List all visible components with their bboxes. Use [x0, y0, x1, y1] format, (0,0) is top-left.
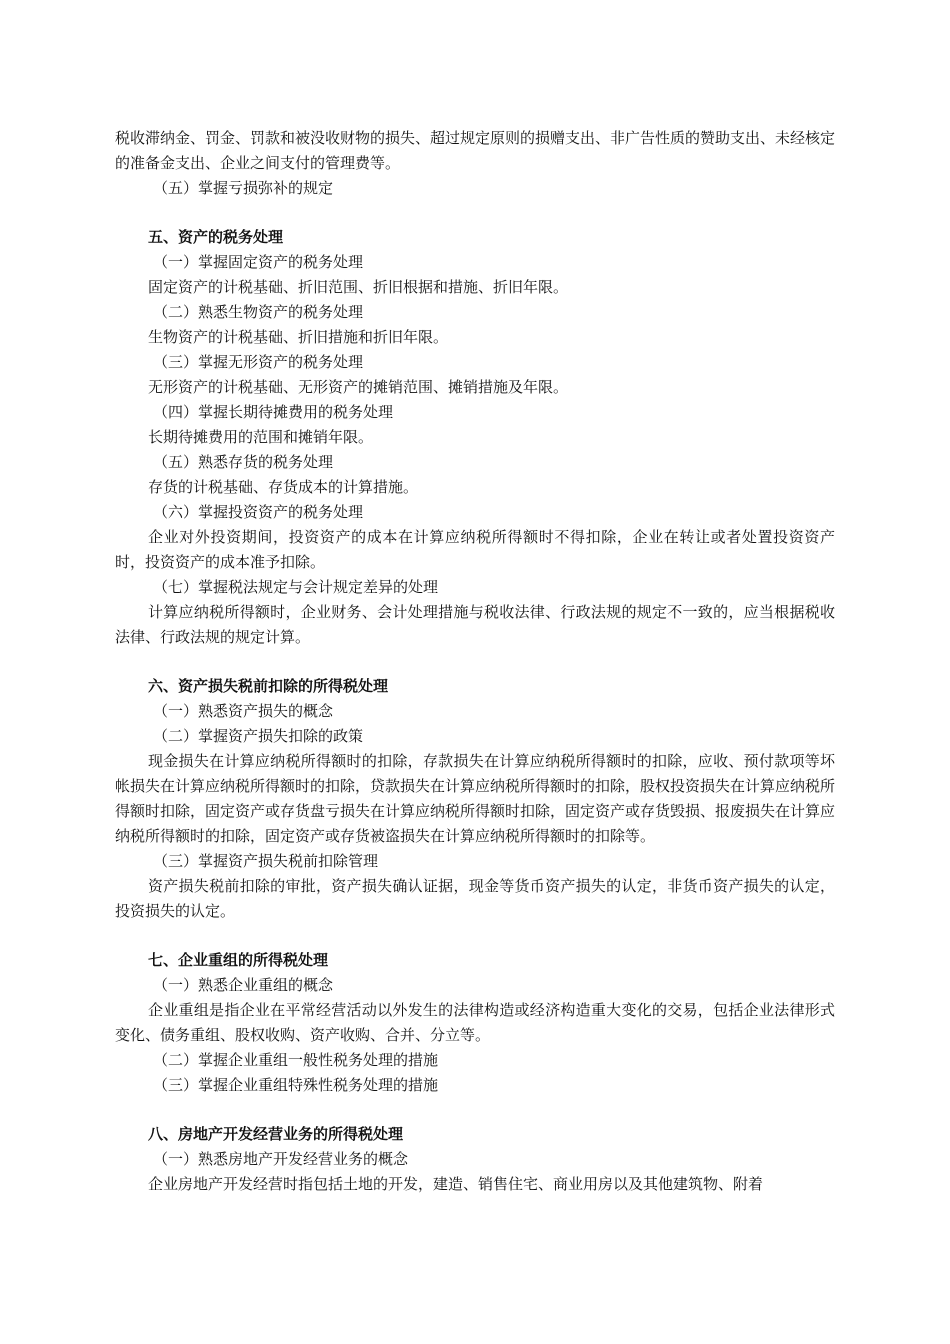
- section-8-heading: 八、房地产开发经营业务的所得税处理: [148, 1125, 404, 1143]
- section-5-text-2: 生物资产的计税基础、折旧措施和折旧年限。: [148, 328, 449, 346]
- section-6-item-2: （二）掌握资产损失扣除的政策: [153, 727, 364, 745]
- section-5-text-7: 计算应纳税所得额时，企业财务、会计处理措施与税收法律、行政法规的规定不一致的，应当根据税收法律、行政法规的规定计算。: [115, 603, 835, 646]
- section-8-item-1: （一）熟悉房地产开发经营业务的概念: [153, 1150, 409, 1168]
- section-5-item-4: （四）掌握长期待摊费用的税务处理: [153, 403, 394, 421]
- section-5-text-5: 存货的计税基础、存货成本的计算措施。: [148, 478, 419, 496]
- section-7-item-2: （二）掌握企业重组一般性税务处理的措施: [153, 1051, 439, 1069]
- section-6-text-2: 现金损失在计算应纳税所得额时的扣除，存款损失在计算应纳税所得额时的扣除，应收、预付款项等坏帐损失在计算应纳税所得额时的扣除，贷款损失在计算应纳税所得额时的扣除，股权投资损失在计算应纳税所得额时扣除，固定资产或存货盘亏损失在计算应纳税所得额时扣除，固定资产或存货毁损、报废损失在计算应纳税所得额时的扣除，固定资产或存货被盗损失在计算应纳税所得额时的扣除等。: [115, 752, 836, 845]
- intro-item-5: （五）掌握亏损弥补的规定: [153, 179, 334, 197]
- section-6-item-1: （一）熟悉资产损失的概念: [153, 702, 334, 720]
- section-5-item-3: （三）掌握无形资产的税务处理: [153, 353, 364, 371]
- section-5-item-1: （一）掌握固定资产的税务处理: [153, 253, 364, 271]
- section-5-text-4: 长期待摊费用的范围和摊销年限。: [148, 428, 374, 446]
- section-7-heading: 七、企业重组的所得税处理: [148, 951, 329, 969]
- section-6-text-3: 资产损失税前扣除的审批，资产损失确认证据，现金等货币资产损失的认定，非货币资产损失的认定，投资损失的认定。: [115, 877, 835, 920]
- intro-continuation-paragraph: 税收滞纳金、罚金、罚款和被没收财物的损失、超过规定原则的损赠支出、非广告性质的赞助支出、未经核定的准备金支出、企业之间支付的管理费等。: [115, 129, 836, 172]
- section-5-text-1: 固定资产的计税基础、折旧范围、折旧根据和措施、折旧年限。: [148, 278, 569, 296]
- section-5-heading: 五、资产的税务处理: [148, 228, 284, 246]
- section-5-item-6: （六）掌握投资资产的税务处理: [153, 503, 364, 521]
- section-7-item-3: （三）掌握企业重组特殊性税务处理的措施: [153, 1076, 439, 1094]
- section-5-item-7: （七）掌握税法规定与会计规定差异的处理: [153, 578, 439, 596]
- document-body: [115, 126, 835, 1197]
- section-6-heading: 六、资产损失税前扣除的所得税处理: [148, 677, 389, 695]
- section-6-item-3: （三）掌握资产损失税前扣除管理: [153, 852, 379, 870]
- section-8-text-1: 企业房地产开发经营时指包括土地的开发，建造、销售住宅、商业用房以及其他建筑物、附着: [148, 1175, 764, 1193]
- section-7-item-1: （一）熟悉企业重组的概念: [153, 976, 334, 994]
- section-7-text-1: 企业重组是指企业在平常经营活动以外发生的法律构造或经济构造重大变化的交易，包括企业法律形式变化、债务重组、股权收购、资产收购、合并、分立等。: [115, 1001, 835, 1044]
- section-5-item-5: （五）熟悉存货的税务处理: [153, 453, 334, 471]
- section-5-text-6: 企业对外投资期间，投资资产的成本在计算应纳税所得额时不得扣除，企业在转让或者处置投资资产时，投资资产的成本准予扣除。: [115, 528, 835, 571]
- section-5-text-3: 无形资产的计税基础、无形资产的摊销范围、摊销措施及年限。: [148, 378, 569, 396]
- section-5-item-2: （二）熟悉生物资产的税务处理: [153, 303, 364, 321]
